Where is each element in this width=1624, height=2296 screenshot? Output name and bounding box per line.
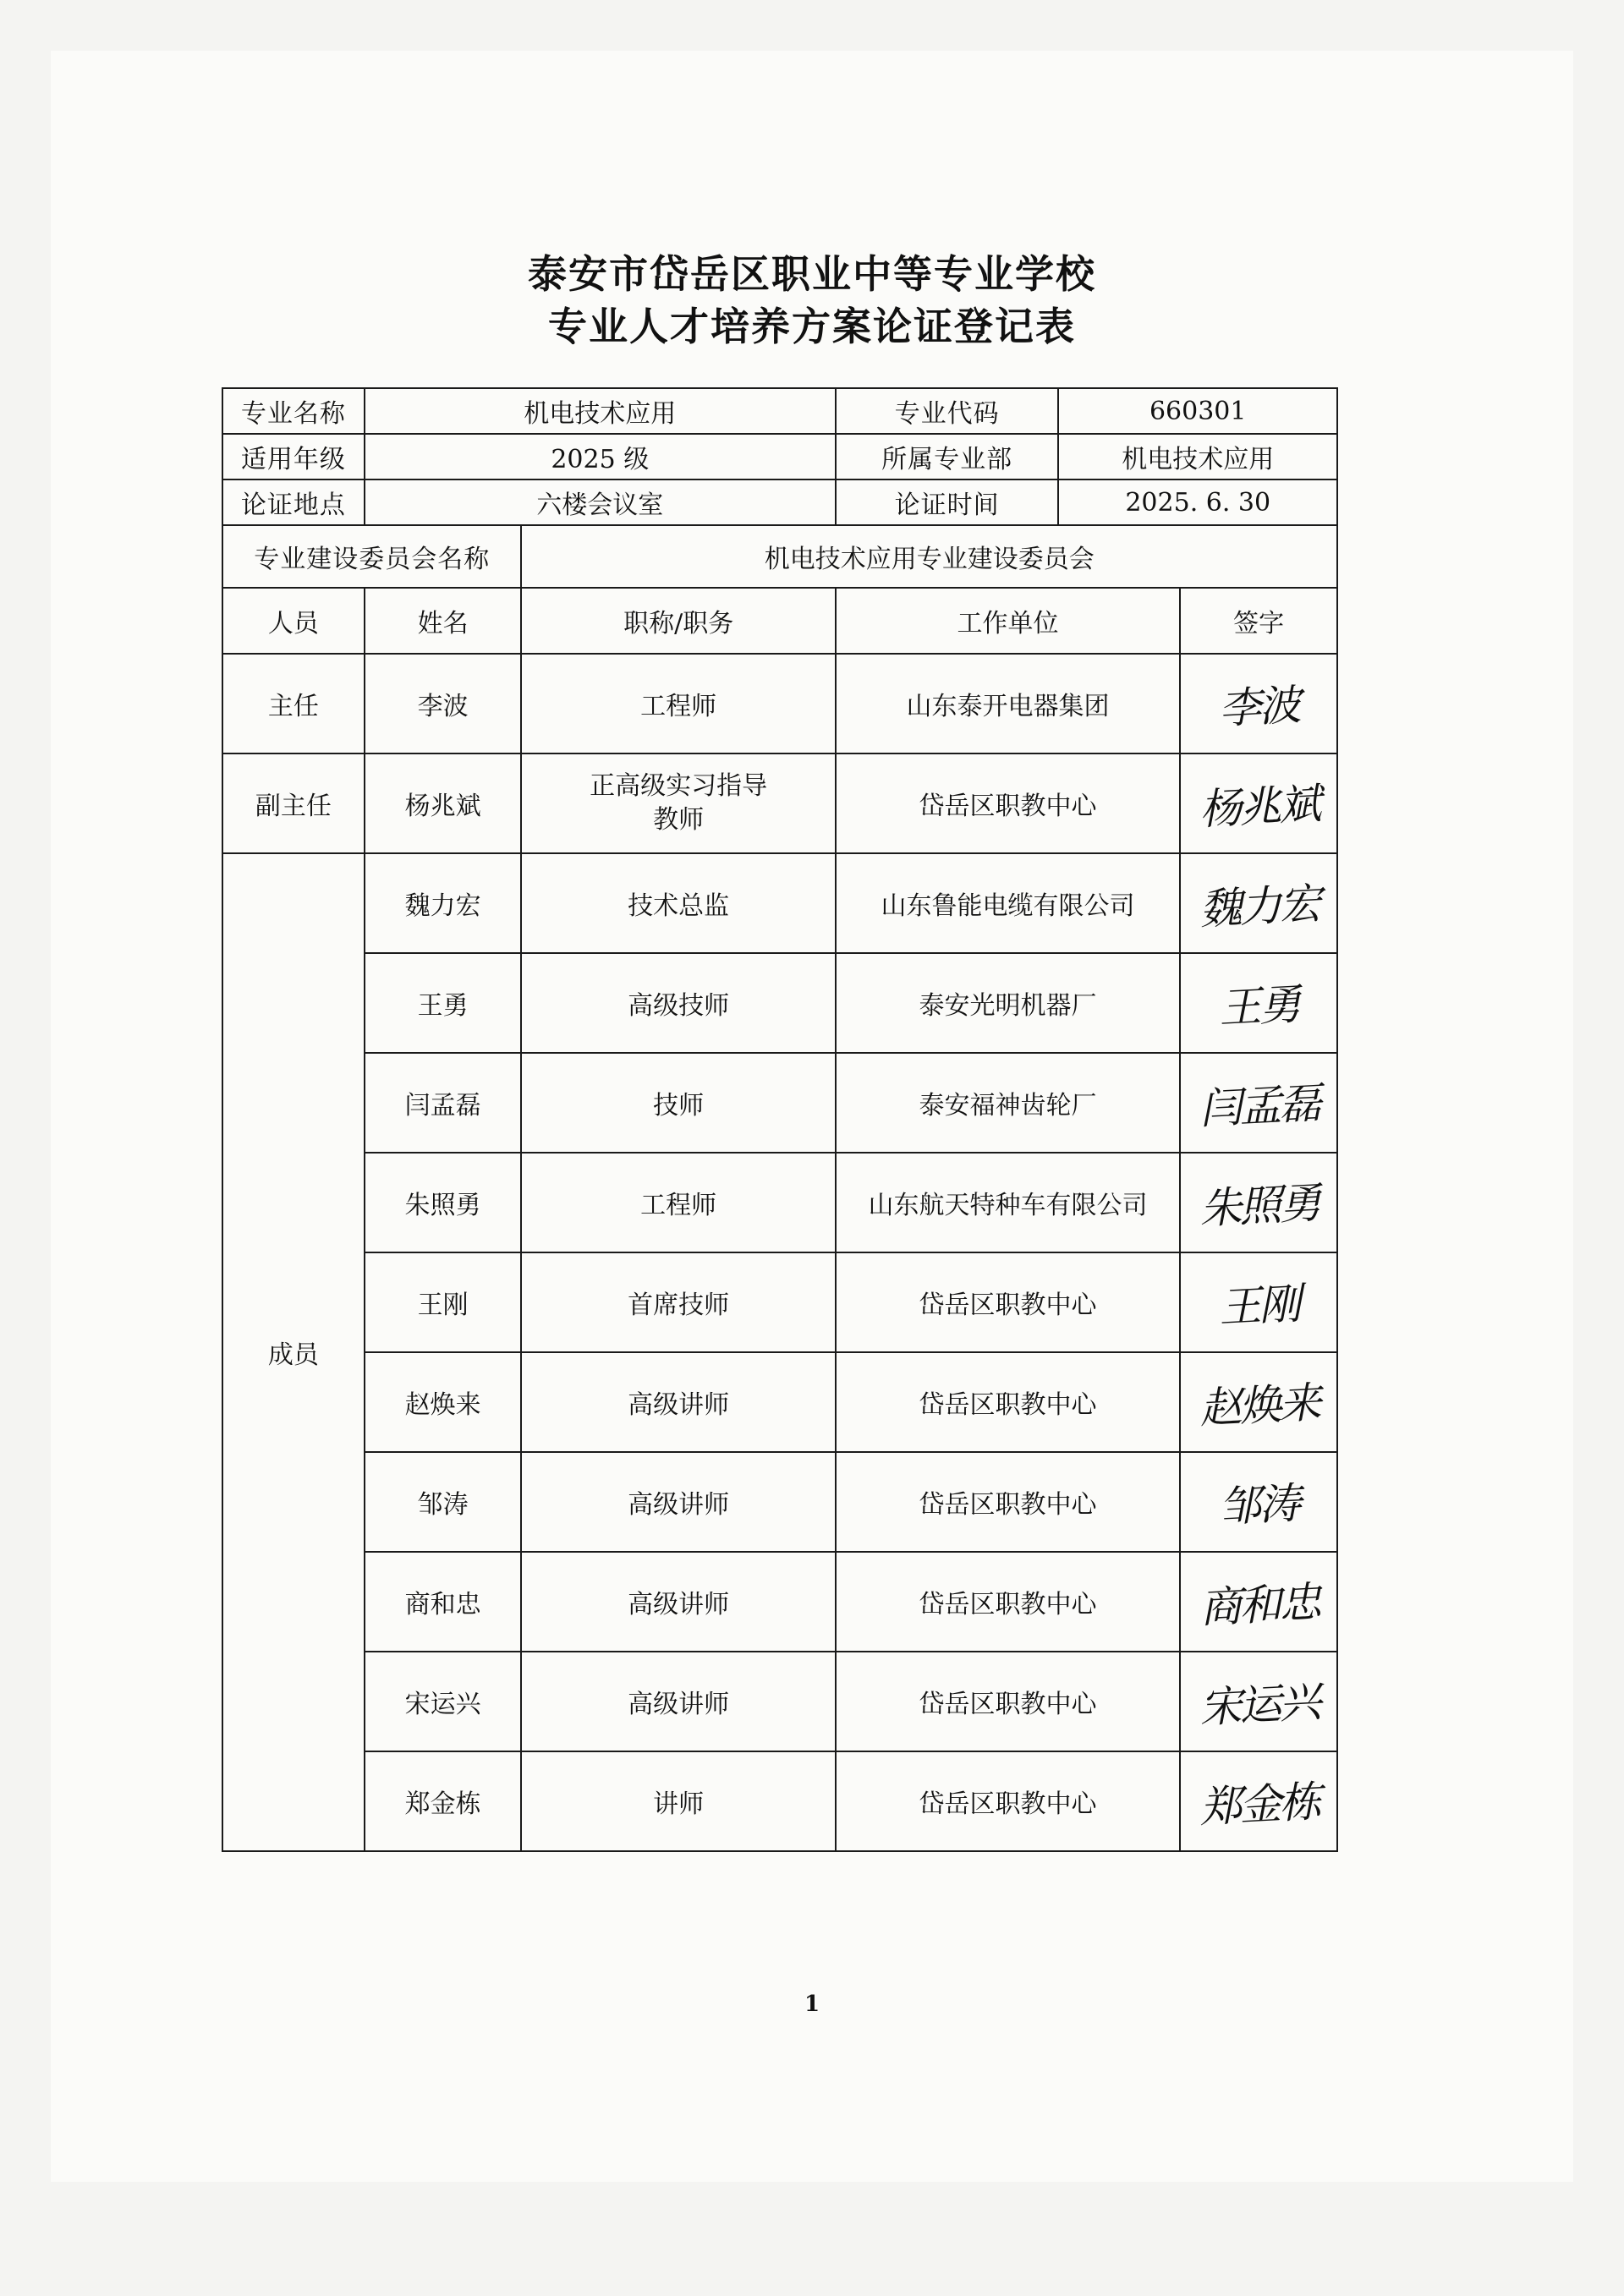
member-name: 赵焕来 [365,1352,522,1452]
member-employer: 山东泰开电器集团 [836,654,1180,753]
info-row-3 [222,479,1337,525]
member-name: 朱照勇 [365,1153,522,1252]
registration-table [222,387,1338,1852]
department-value: 机电技术应用 [1058,434,1337,479]
member-title-line2: 教师 [653,805,705,835]
header-signature: 签字 [1180,588,1337,654]
table-row [222,1552,1337,1652]
page-number: 1 [804,1992,820,2017]
table-row [222,1153,1337,1252]
member-title: 工程师 [521,1153,835,1252]
major-name-value: 机电技术应用 [365,388,836,434]
member-employer: 泰安光明机器厂 [836,953,1180,1053]
document-title-line1: 泰安市岱岳区职业中等专业学校 [528,251,1096,297]
member-title: 技师 [521,1053,835,1153]
member-title: 高级讲师 [521,1652,835,1751]
committee-row [222,525,1337,588]
member-title: 工程师 [521,654,835,753]
header-name: 姓名 [365,588,522,654]
member-name: 杨兆斌 [365,753,522,853]
member-employer: 岱岳区职教中心 [836,1552,1180,1652]
table-row [222,753,1337,853]
member-name: 闫孟磊 [365,1053,522,1153]
member-employer: 岱岳区职教中心 [836,1652,1180,1751]
member-signature: 杨兆斌 [1198,779,1320,835]
table-row [222,1252,1337,1352]
location-label: 论证地点 [222,479,365,525]
table-row [222,853,1337,953]
member-employer: 岱岳区职教中心 [836,1352,1180,1452]
member-employer: 泰安福神齿轮厂 [836,1053,1180,1153]
major-code-label: 专业代码 [836,388,1059,434]
table-row [222,1751,1337,1851]
member-signature: 邹涛 [1217,1478,1300,1532]
member-name: 李波 [365,654,522,753]
role-member: 成员 [222,853,365,1851]
member-name: 王刚 [365,1252,522,1352]
member-signature: 王勇 [1217,979,1300,1033]
department-label: 所属专业部 [836,434,1059,479]
major-name-label: 专业名称 [222,388,365,434]
member-employer: 岱岳区职教中心 [836,1252,1180,1352]
member-title-line1: 正高级实习指导 [590,771,768,801]
member-signature: 商和忠 [1198,1577,1320,1633]
committee-label: 专业建设委员会名称 [222,525,521,588]
member-name: 宋运兴 [365,1652,522,1751]
location-value: 六楼会议室 [365,479,836,525]
table-row [222,1452,1337,1552]
member-signature: 宋运兴 [1198,1677,1320,1733]
member-title: 高级技师 [521,953,835,1053]
member-signature: 魏力宏 [1198,879,1320,934]
member-signature: 李波 [1217,680,1300,734]
role-deputy: 副主任 [222,753,365,853]
date-value: 2025. 6. 30 [1058,479,1337,525]
member-employer: 岱岳区职教中心 [836,1751,1180,1851]
table-row [222,1352,1337,1452]
member-name: 商和忠 [365,1552,522,1652]
member-title: 首席技师 [521,1252,835,1352]
member-employer: 山东航天特种车有限公司 [836,1153,1180,1252]
header-role: 人员 [222,588,365,654]
table-row [222,1053,1337,1153]
member-signature: 郑金栋 [1198,1777,1320,1833]
member-name: 邹涛 [365,1452,522,1552]
info-row-2 [222,434,1337,479]
member-title [521,753,835,853]
role-director: 主任 [222,654,365,753]
committee-value: 机电技术应用专业建设委员会 [521,525,1337,588]
grade-value: 2025 级 [365,434,836,479]
member-employer: 岱岳区职教中心 [836,1452,1180,1552]
table-row [222,953,1337,1053]
info-row-1 [222,388,1337,434]
major-code-value: 660301 [1058,388,1337,434]
member-employer: 岱岳区职教中心 [836,753,1180,853]
member-title: 高级讲师 [521,1452,835,1552]
grade-label: 适用年级 [222,434,365,479]
member-signature: 王刚 [1217,1279,1300,1333]
member-signature: 赵焕来 [1198,1378,1320,1433]
table-row [222,1652,1337,1751]
member-name: 王勇 [365,953,522,1053]
member-title: 讲师 [521,1751,835,1851]
date-label: 论证时间 [836,479,1059,525]
member-title: 高级讲师 [521,1352,835,1452]
member-title: 高级讲师 [521,1552,835,1652]
header-title: 职称/职务 [521,588,835,654]
header-row [222,588,1337,654]
table-row [222,654,1337,753]
member-signature: 朱照勇 [1198,1178,1320,1234]
document-title-line2: 专业人才培养方案论证登记表 [548,304,1076,349]
member-employer: 山东鲁能电缆有限公司 [836,853,1180,953]
member-title: 技术总监 [521,853,835,953]
member-signature: 闫孟磊 [1198,1078,1320,1134]
member-name: 魏力宏 [365,853,522,953]
header-employer: 工作单位 [836,588,1180,654]
member-name: 郑金栋 [365,1751,522,1851]
